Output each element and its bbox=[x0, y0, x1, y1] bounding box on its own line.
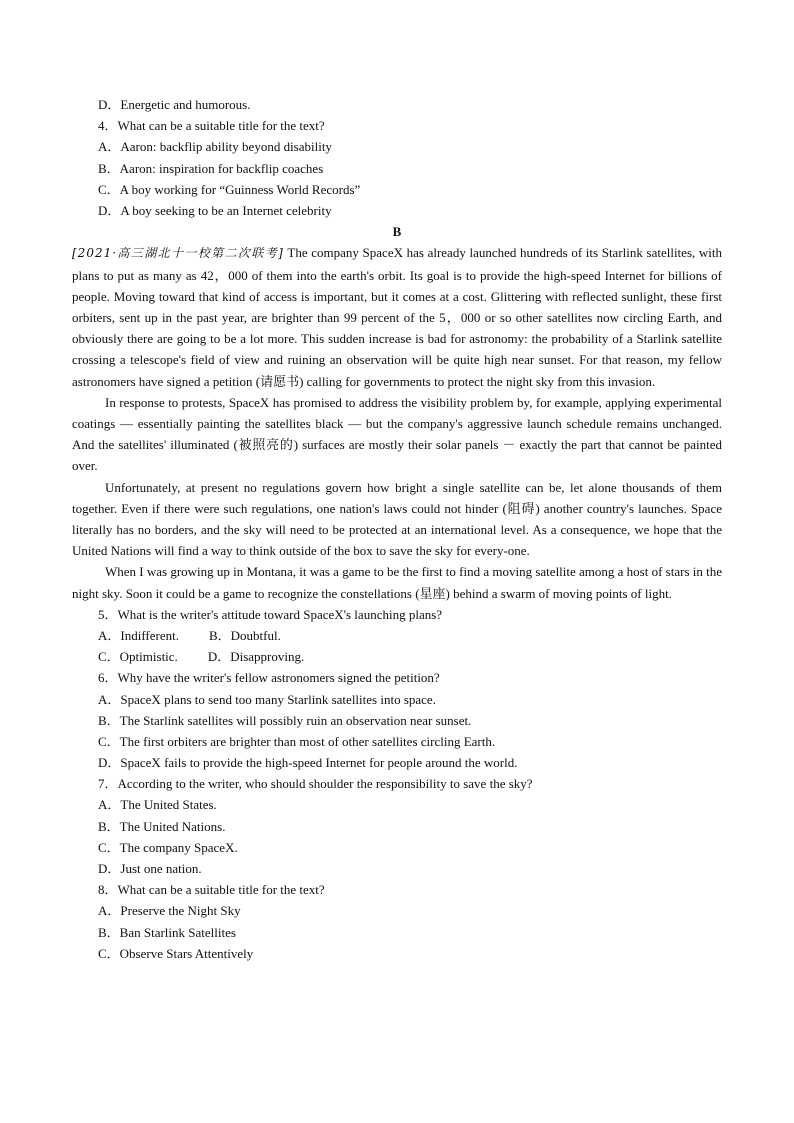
source-tag: [2021·高三湖北十一校第二次联考] bbox=[72, 246, 284, 261]
q6-option-a: A．SpaceX plans to send too many Starlink satellites into space. bbox=[98, 691, 436, 707]
q5-option-c: C．Optimistic. bbox=[98, 649, 178, 665]
q7-option-d: D．Just one nation. bbox=[98, 861, 202, 877]
q5-option-d: D．Disapproving. bbox=[207, 649, 305, 665]
q5-option-a: A．Indifferent. bbox=[98, 627, 179, 643]
q6-option-d: D．SpaceX fails to provide the high-speed Internet for people around the world. bbox=[98, 755, 518, 771]
document-page bbox=[72, 94, 722, 964]
q4-option-a: A．Aaron: backflip ability beyond disability bbox=[98, 139, 332, 155]
q5-option-b: B．Doubtful. bbox=[208, 627, 281, 643]
q3-option-d: D．Energetic and humorous. bbox=[98, 97, 251, 112]
question-6: 6．Why have the writer's fellow astronomers signed the petition? bbox=[98, 670, 440, 686]
q8-option-b: B．Ban Starlink Satellites bbox=[98, 924, 236, 940]
q8-option-c: C．Observe Stars Attentively bbox=[98, 945, 254, 961]
paragraph-1 bbox=[72, 242, 722, 391]
q4-option-d: D．A boy seeking to be an Internet celebrity bbox=[98, 202, 332, 218]
question-5: 5．What is the writer's attitude toward SpaceX's launching plans? bbox=[98, 606, 443, 622]
q4-option-c: C．A boy working for “Guinness World Records” bbox=[98, 181, 361, 197]
q6-option-c: C．The first orbiters are brighter than most of other satellites circling Earth. bbox=[98, 733, 496, 749]
section-title: B bbox=[392, 224, 402, 240]
q8-option-a: A．Preserve the Night Sky bbox=[98, 903, 241, 919]
paragraph-1-text: The company SpaceX has already launched hundreds of its Starlink satellites, with plans to put as many as 42，000 of them into the earth's orbit. Its goal is to provide the high-speed Internet for billions of people. Moving toward that kind of access is important, but it comes at a cost. Glittering with reflected sunlight, these first orbiters, sent up in the past year, are brighter than 99 percent of the 5，000 or so other satellites now circling Earth, and obviously there are going to be a lot more. This sudden increase is bad for astronomy: the probability of a Starlink satellite crossing a telescope's field of view and ruining an observation will be quite high near sunset. For that reason, my fellow astronomers have signed a petition (请愿书) calling for governments to protect the night sky from this invasion. bbox=[72, 245, 722, 389]
paragraph-4: When I was growing up in Montana, it was a game to be the first to find a moving satellite among a host of stars in the night sky. Soon it could be a game to recognize the constellations (星座) behind a swarm of moving points of light. bbox=[72, 564, 723, 601]
paragraph-2: In response to protests, SpaceX has promised to address the visibility problem by, for example, applying experimental coatings — essentially painting the satellites black — but the company's aggressive launch schedule remains unchanged. And the satellites' illuminated (被照亮的) surfaces are mostly their solar panels － exactly the part that cannot be painted over. bbox=[72, 394, 722, 474]
q5-options-row-1 bbox=[72, 625, 722, 646]
q5-options-row-2 bbox=[72, 646, 722, 667]
q7-option-c: C．The company SpaceX. bbox=[98, 839, 238, 855]
question-7: 7．According to the writer, who should shoulder the responsibility to save the sky? bbox=[98, 776, 533, 792]
question-4: 4．What can be a suitable title for the text? bbox=[98, 118, 325, 134]
q6-option-b: B．The Starlink satellites will possibly ruin an observation near sunset. bbox=[98, 712, 472, 728]
q7-option-a: A．The United States. bbox=[98, 797, 217, 813]
paragraph-3: Unfortunately, at present no regulations govern how bright a single satellite can be, let alone thousands of them together. Even if there were such regulations, one nation's laws could not hinder (阻碍) another country's launches. Space literally has no borders, and the sky will need to be protected at an international level. As a consequence, we hope that the United Nations will find a way to think outside of the box to save the sky for every-one. bbox=[72, 479, 722, 559]
q4-option-b: B．Aaron: inspiration for backflip coaches bbox=[98, 160, 324, 176]
question-8: 8．What can be a suitable title for the text? bbox=[98, 882, 325, 898]
q7-option-b: B．The United Nations. bbox=[98, 818, 226, 834]
